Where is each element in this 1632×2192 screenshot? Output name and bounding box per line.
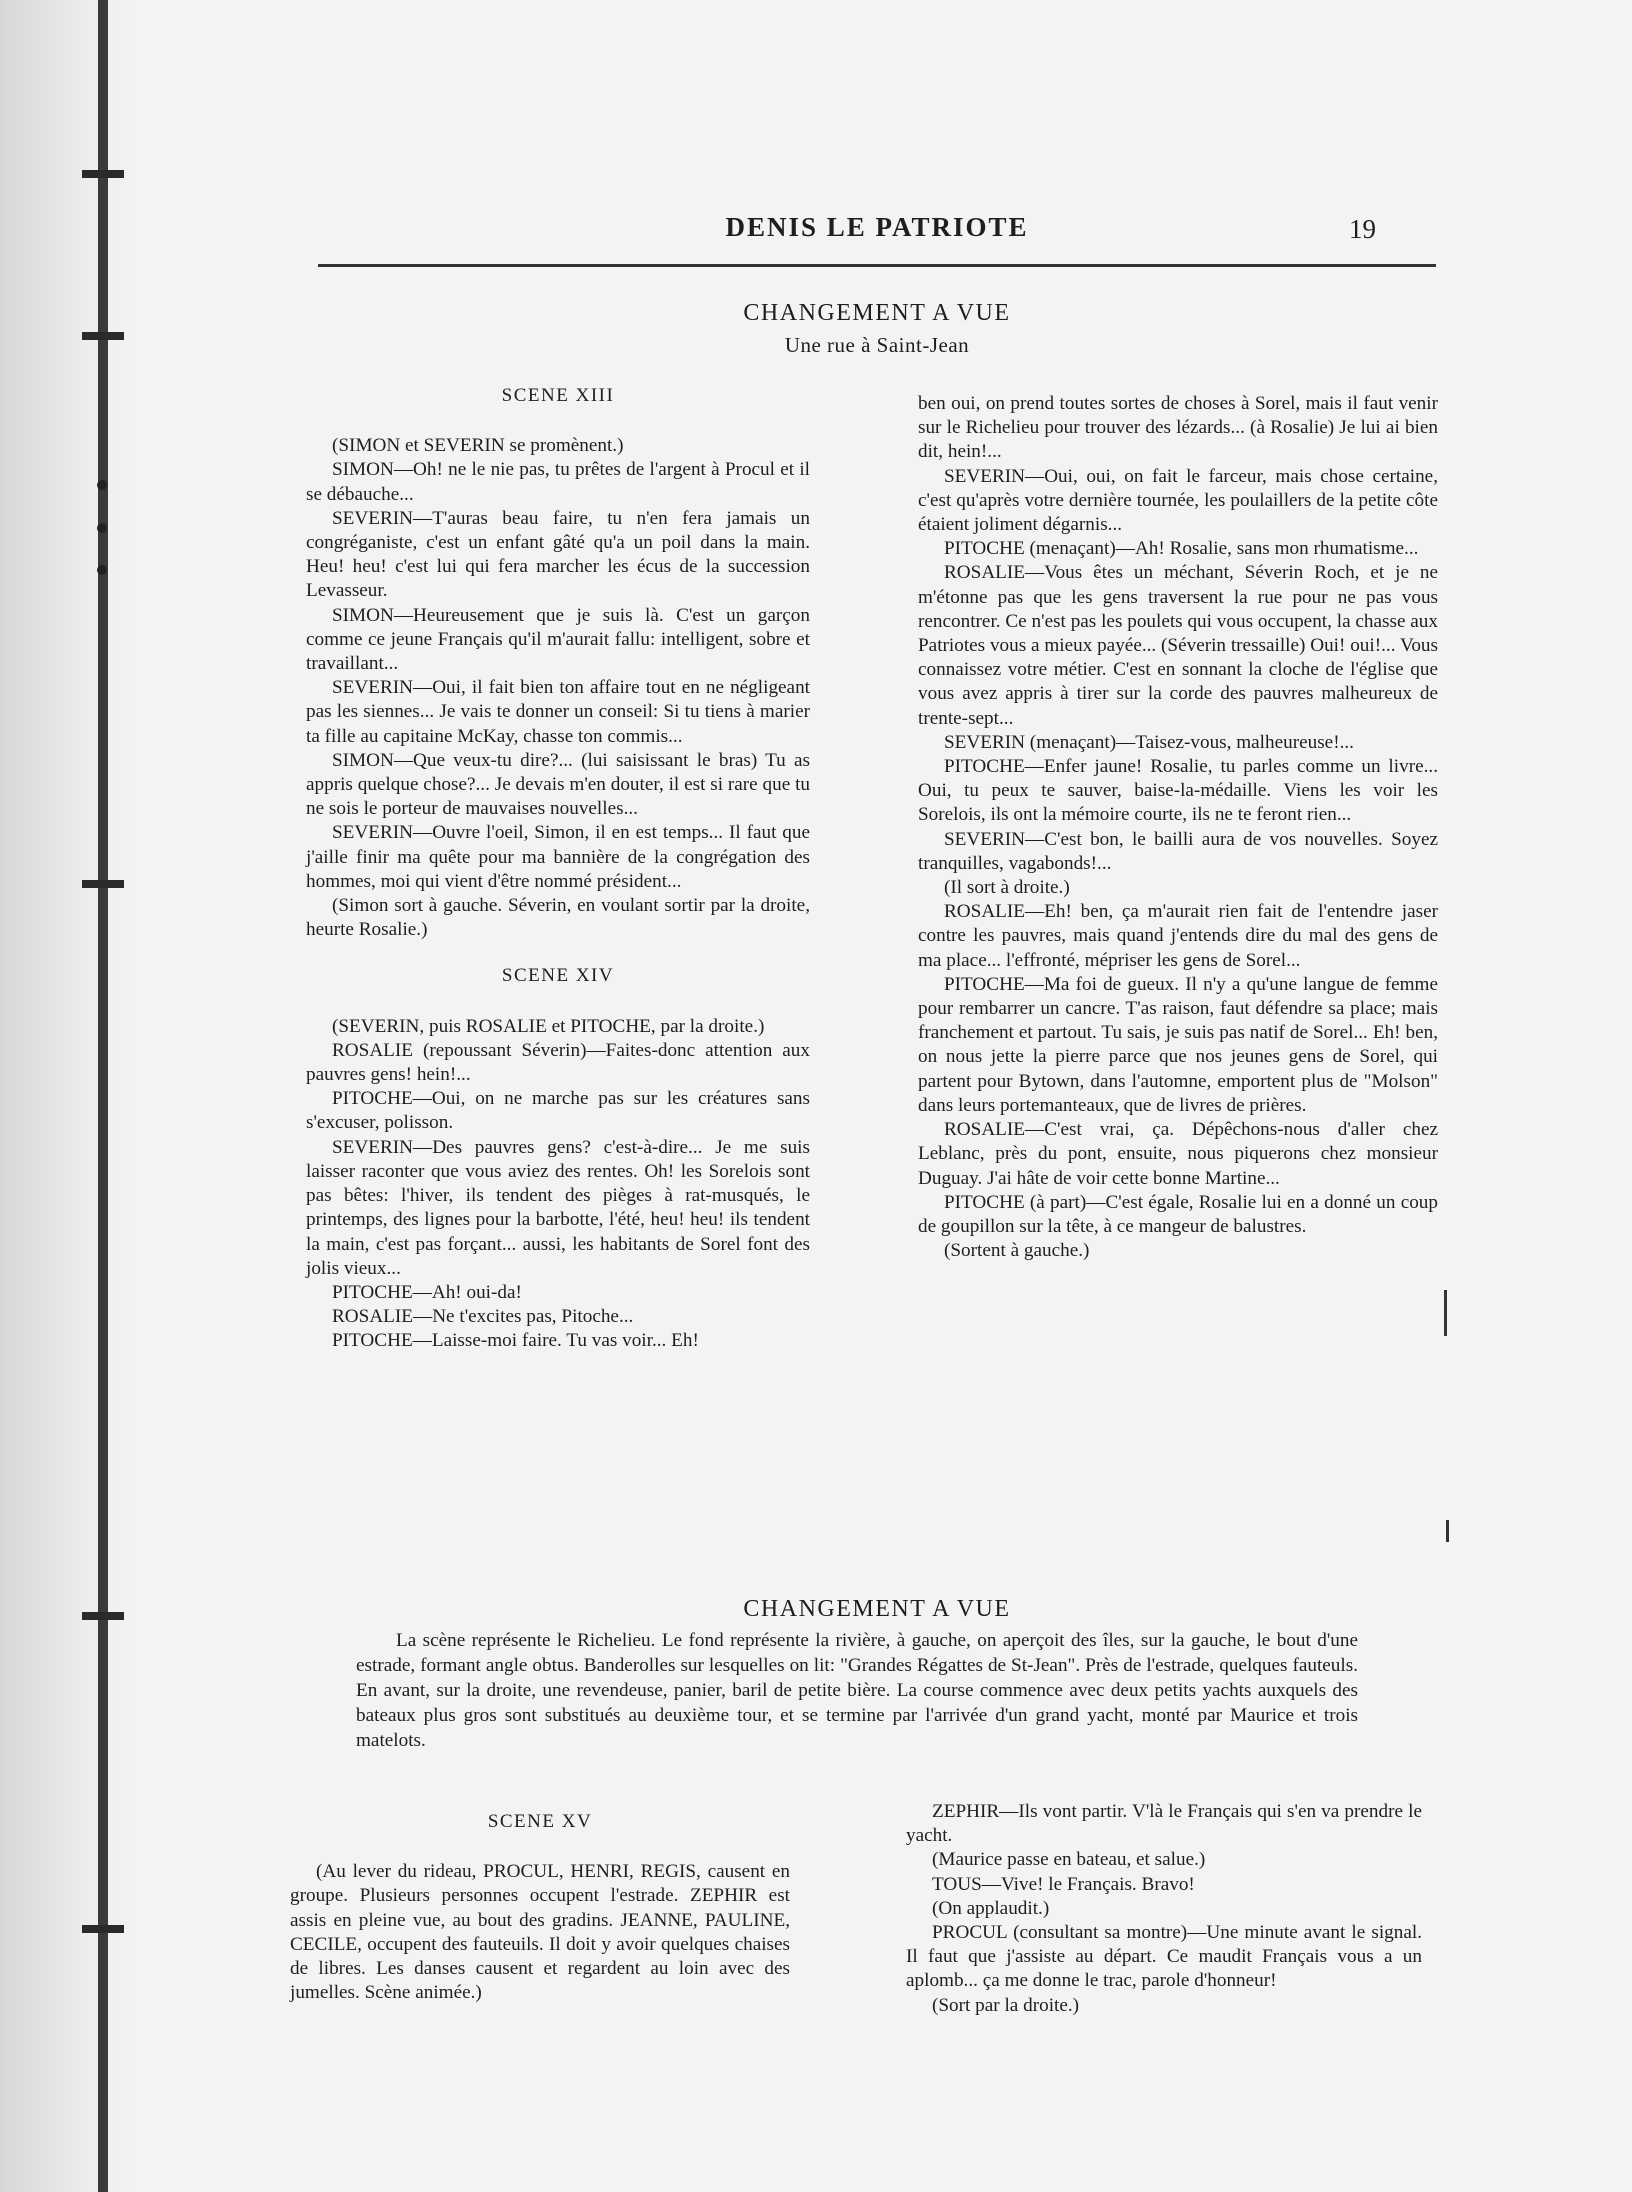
margin-mark <box>1444 1290 1447 1336</box>
right-column <box>918 392 1438 1263</box>
stage-direction <box>356 1628 1358 1753</box>
paragraph: (Sortent à gauche.) <box>944 1240 1090 1262</box>
paragraph: ROSALIE—Vous êtes un méchant, Séverin Roch, et je ne m'étonne pas que les gens traversent la rue pour ne pas vous rencontrer. Ce n'est pas les poulets qui vous occupent, la chasse aux Patriotes vous a mieux payée... (Séverin tressaille) Oui! oui!... Vous connaissez votre métier. C'est en sonnant la cloche de l'église que vous avez appris à tirer sur la corde des pauvres malheureux de trente-sept... <box>918 562 1438 729</box>
scene-title: SCENE XIII <box>501 385 615 406</box>
paragraph: ben oui, on prend toutes sortes de choses à Sorel, mais il faut venir sur le Richelieu pour trouver des lézards... (à Rosalie) Je lui ai bien dit, hein!... <box>918 393 1438 463</box>
paragraph: SIMON—Heureusement que je suis là. C'est un garçon comme ce jeune Français qu'il m'aurait fallu: intelligent, sobre et travaillant... <box>306 604 810 675</box>
paragraph: SEVERIN—Oui, il fait bien ton affaire tout en ne négligeant pas les siennes... Je vais te donner un conseil: Si tu tiens à marier ta fille au capitaine McKay, chasse ton commis... <box>306 677 810 747</box>
paragraph: SEVERIN—Oui, oui, on fait le farceur, mais chose certaine, c'est qu'après votre dernière tournée, les poulaillers de la petite côte étaient joliment dégarnis... <box>918 465 1438 536</box>
paragraph: PITOCHE—Laisse-moi faire. Tu vas voir... Eh! <box>332 1330 699 1352</box>
binding-stitch <box>82 170 124 178</box>
paragraph: PITOCHE (à part)—C'est égale, Rosalie lui en a donné un coup de goupillon sur la tête, à ce mangeur de balustres. <box>918 1191 1438 1237</box>
paragraph: (Maurice passe en bateau, et salue.) <box>932 1849 1206 1871</box>
paragraph: (SIMON et SEVERIN se promènent.) <box>332 435 624 457</box>
binding-shadow <box>0 0 135 2192</box>
paragraph: (Au lever du rideau, PROCUL, HENRI, REGIS, causent en groupe. Plusieurs personnes occupent l'estrade. ZEPHIR est assis en pleine vue, au bout des gradins. JEANNE, PAULINE, CECILE, occupent des fauteuils. Il doit y avoir quelques chaises de libres. Les danses causent et regardent au loin avec des jumelles. Scène animée.) <box>290 1861 790 2004</box>
bottom-right-column <box>906 1800 1422 2018</box>
paragraph: SEVERIN—Des pauvres gens? c'est-à-dire... Je me suis laisser raconter que vous aviez des rentes. Oh! les Sorelois sont pas bêtes: l'hiver, ils tendent des pièges à rat-musqués, le printemps, des lignes pour la barbotte, l'été, heu! heu! ils tendent la main, c'est pas forçant... aussi, les habitants de Sorel font des jolis vieux... <box>306 1136 810 1279</box>
left-column <box>306 384 810 1354</box>
binding-stitch <box>82 332 124 340</box>
paragraph: SEVERIN—T'auras beau faire, tu n'en fera jamais un congréganiste, c'est un enfant gâté qu'a un poil dans la main. Heu! heu! c'est lui qui fera marcher les écus de la succession Levasseur. <box>306 507 810 602</box>
scene-change-heading <box>318 1596 1436 1623</box>
paragraph: ZEPHIR—Ils vont partir. V'là le Français qui s'en va prendre le yacht. <box>906 1801 1422 1847</box>
paragraph: (Simon sort à gauche. Séverin, en voulant sortir par la droite, heurte Rosalie.) <box>306 895 810 941</box>
paragraph: ROSALIE—C'est vrai, ça. Dépêchons-nous d'aller chez Leblanc, près du pont, ensuite, nous piquerons chez monsieur Duguay. J'ai hâte de voir cette bonne Martine... <box>918 1119 1438 1189</box>
scene-title: SCENE XV <box>487 1811 593 1832</box>
paragraph: PITOCHE (menaçant)—Ah! Rosalie, sans mon rhumatisme... <box>944 538 1419 560</box>
paragraph: SEVERIN—C'est bon, le bailli aura de vos nouvelles. Soyez tranquilles, vagabonds!... <box>918 828 1438 874</box>
paragraph: SEVERIN—Ouvre l'oeil, Simon, il en est temps... Il faut que j'aille finir ma quête pour ma bannière de la congrégation des hommes, moi qui vient d'être nommé président... <box>306 822 810 892</box>
binding-stitch <box>82 1612 124 1620</box>
stage-direction-text: La scène représente le Richelieu. Le fond représente la rivière, à gauche, on aperçoit des îles, sur la gauche, le bout d'une estrade, formant angle obtus. Banderolles sur lesquelles on lit: "Grandes Régattes de St-Jean". Près de l'estrade, quelques fauteuls. En avant, sur la droite, une revendeuse, panier, baril de petite bière. La course commence avec deux petits yachts auxquels des bateaux plus gros sont substitués au deuxième tour, et se termine par l'arrivée d'un grand yacht, monté par Maurice et trois matelots. <box>356 1630 1358 1751</box>
paragraph: SIMON—Oh! ne le nie pas, tu prêtes de l'argent à Procul et il se débauche... <box>306 459 810 505</box>
paragraph: ROSALIE (repoussant Séverin)—Faites-donc attention aux pauvres gens! hein!... <box>306 1039 810 1086</box>
scene-title: SCENE XIV <box>501 965 615 987</box>
running-title: DENIS LE PATRIOTE <box>725 212 1029 242</box>
paragraph: (Il sort à droite.) <box>944 877 1070 899</box>
paragraph: PITOCHE—Ah! oui-da! <box>332 1281 522 1303</box>
binding-stitch <box>82 880 124 888</box>
paragraph: SEVERIN (menaçant)—Taisez-vous, malheureuse!... <box>944 731 1354 753</box>
scene-location: Une rue à Saint-Jean <box>784 333 970 357</box>
paragraph: ROSALIE—Ne t'excites pas, Pitoche... <box>332 1306 634 1328</box>
margin-mark <box>1446 1520 1449 1542</box>
binding-hole <box>97 523 107 533</box>
binding-stitch <box>82 1925 124 1933</box>
scene-change-title: CHANGEMENT A VUE <box>743 1596 1011 1622</box>
paragraph: ROSALIE—Eh! ben, ça m'aurait rien fait de l'entendre jaser contre les pauvres, mais quand j'entends dire du mal des gens de ma place... l'effronté, mépriser les gens de Sorel... <box>918 901 1438 971</box>
paragraph: (SEVERIN, puis ROSALIE et PITOCHE, par la droite.) <box>332 1015 765 1037</box>
paragraph: (On applaudit.) <box>932 1897 1050 1919</box>
paragraph: PITOCHE—Oui, on ne marche pas sur les créatures sans s'excuser, polisson. <box>306 1088 810 1134</box>
paragraph: PITOCHE—Ma foi de gueux. Il n'y a qu'une langue de femme pour rembarrer un cancre. T'as raison, faut défendre sa place; mais franchement et partout. Tu sais, je suis pas natif de Sorel... Eh! ben, on nous jette la pierre parce que nos jeunes gens de Sorel, qui partent pour Bytown, dans l'automne, emportent plus de "Molson" dans leurs portemanteaux, que de livres de prières. <box>918 973 1438 1116</box>
page-number: 19 <box>1349 214 1376 244</box>
page-header <box>318 212 1436 272</box>
paragraph: (Sort par la droite.) <box>932 1994 1080 2016</box>
scene-change-title: CHANGEMENT A VUE <box>743 300 1011 326</box>
binding-spine <box>98 0 108 2192</box>
paragraph: PROCUL (consultant sa montre)—Une minute avant le signal. Il faut que j'assiste au départ. Ce maudit Français vous a un aplomb... ça me donne le trac, parole d'honneur! <box>906 1922 1422 1992</box>
binding-hole <box>97 565 107 575</box>
scene-change-heading <box>318 300 1436 358</box>
paragraph: PITOCHE—Enfer jaune! Rosalie, tu parles comme un livre... Oui, tu peux te sauver, baise-la-médaille. Viens les voir les Sorelois, ils ont la mémoire courte, ils ne te feront rien... <box>918 756 1438 826</box>
bottom-left-column <box>290 1810 790 2005</box>
binding-hole <box>97 480 107 490</box>
paragraph: TOUS—Vive! le Français. Bravo! <box>932 1873 1195 1895</box>
header-rule <box>318 264 1436 267</box>
paragraph: SIMON—Que veux-tu dire?... (lui saisissant le bras) Tu as appris quelque chose?... Je devais m'en douter, il est si rare que tu ne sois le porteur de mauvaises nouvelles... <box>306 749 810 820</box>
